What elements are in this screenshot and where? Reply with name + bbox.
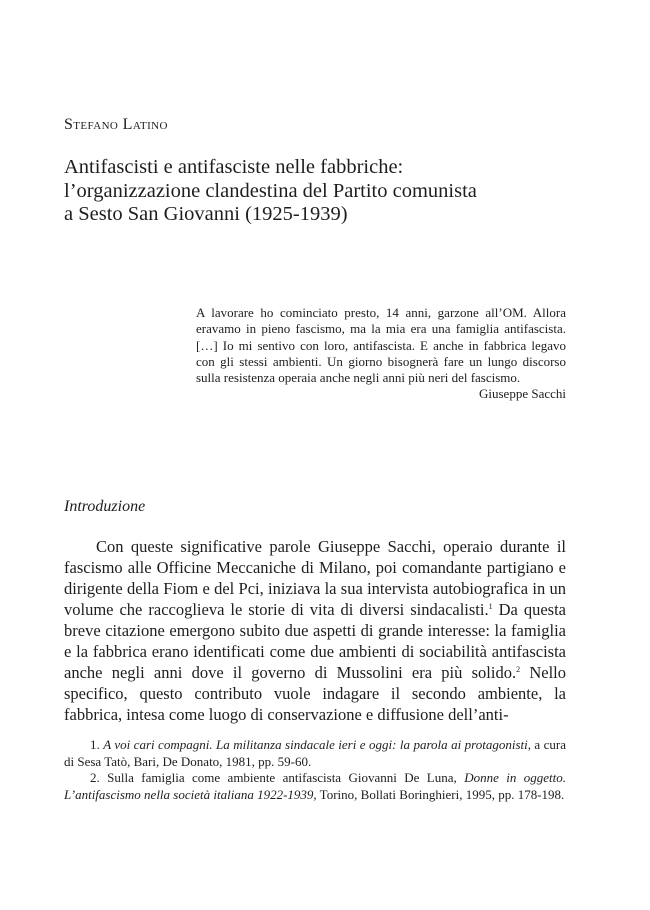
body-text-part: Con queste significative parole Giuseppe Sacchi, operaio durante il fascismo alle Officine Meccaniche di Milano, poi comandante partigiano e dirigente della Fiom e del Pci, iniziava la sua intervista autobiografica in un volume che raccoglieva le storie di vita di diversi sindacalisti. [64,537,566,619]
footnote-text: Sulla famiglia come ambiente antifascista Giovanni De Luna, [107,770,457,785]
body-text-part: Nello specifico, questo contributo vuole indagare il secondo ambiente, la fabbrica, intesa come luogo di conservazione e diffusione dell’anti- [64,663,566,724]
footnote [64,770,566,803]
footnote-number: 1. [90,737,100,752]
body-text-part: Da questa breve citazione emergono subito due aspetti di grande interesse: la famiglia e la fabbrica erano identificati come due ambienti di sociabilità antifascista anche negli anni dove il governo di Mussolini era più solido. [64,600,566,682]
epigraph-attribution: Giuseppe Sacchi [478,386,566,402]
paragraph [64,536,566,725]
title-line: a Sesto San Giovanni (1925-1939) [64,203,348,225]
footnote-text: , Torino, Bollati Boringhieri, 1995, pp. 178-198. [313,786,565,802]
body-paragraph [64,536,566,725]
footnote-text: , a cura di Sesa Tatò, Bari, De Donato, 1981, pp. 59-60. [64,737,567,769]
section-heading: Introduzione [64,498,146,515]
footnote-ref[interactable]: 2 [516,665,521,674]
footnote-title: A voi cari compagni. La militanza sindacale ieri e oggi: la parola ai protagonisti [103,737,528,752]
epigraph-quote: A lavorare ho cominciato presto, 14 anni, garzone all’OM. Allora eravamo in pieno fascismo, ma la mia era una famiglia antifascista. […] Io mi sentivo con loro, antifascista. E anche in fabbrica legavo con gli stessi ambienti. Un giorno bisognerà fare un lungo discorso sulla resistenza operaia anche negli anni più neri del fascismo. [196,305,566,386]
footnote-number: 2. [90,770,100,785]
footnote [64,737,566,770]
footnote-ref[interactable]: 1 [488,602,493,611]
title-line: l’organizzazione clandestina del Partito comunista [64,179,477,202]
title-line: Antifascisti e antifasciste nelle fabbriche: [64,156,404,178]
footnote-title: Donne in oggetto. L’antifascismo nella società italiana 1922-1939 [64,770,567,802]
footnotes [64,737,566,803]
epigraph [196,305,566,403]
author-name: Stefano Latino [64,116,168,133]
article-title [64,156,584,227]
